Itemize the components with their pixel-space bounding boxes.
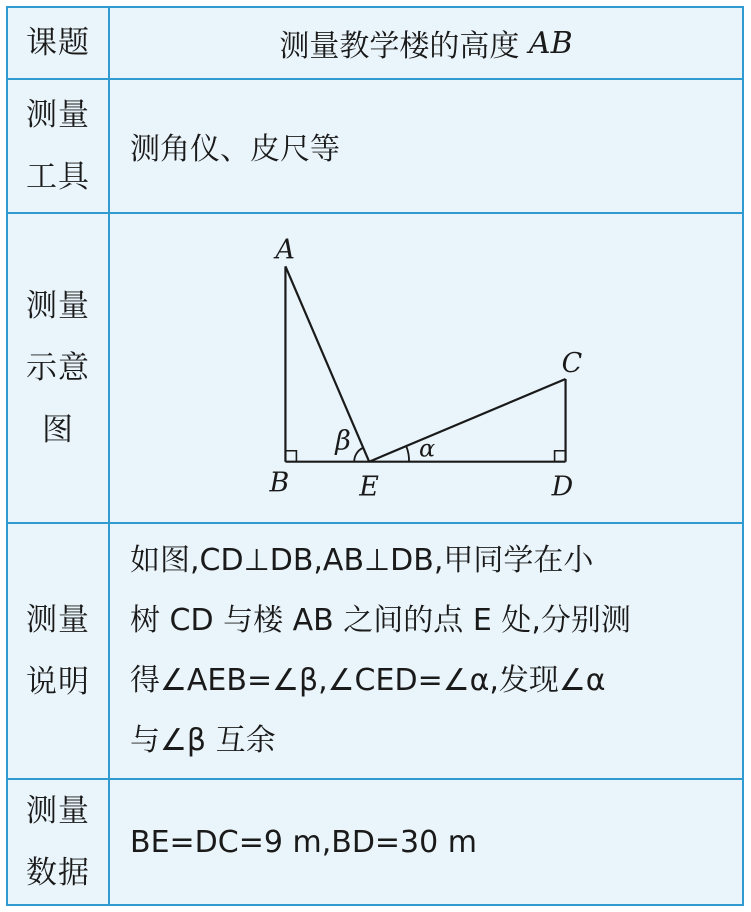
header-label-line: 工具 bbox=[26, 159, 90, 195]
measurement-diagram bbox=[110, 214, 742, 522]
right-angle-d bbox=[555, 451, 566, 462]
header-label-line: 图 bbox=[42, 412, 74, 448]
tools-text: 测角仪、皮尺等 bbox=[130, 132, 340, 167]
description-text bbox=[110, 519, 641, 783]
point-label-d: D bbox=[551, 471, 574, 503]
segment-ec bbox=[369, 379, 565, 462]
header-label-line: 示意 bbox=[26, 350, 90, 386]
point-label-a: A bbox=[275, 234, 295, 266]
content-cell-tools bbox=[110, 80, 742, 212]
table-row-title bbox=[8, 8, 742, 80]
table-row-description bbox=[8, 524, 742, 780]
header-cell-tools bbox=[8, 80, 110, 212]
header-cell-description bbox=[8, 524, 110, 778]
header-label-line: 测量 bbox=[26, 793, 90, 829]
header-label-line: 测量 bbox=[26, 602, 90, 638]
header-label-line: 说明 bbox=[26, 664, 90, 700]
angle-label-alpha: α bbox=[419, 434, 436, 463]
segment-ae bbox=[285, 266, 369, 461]
table-row-data bbox=[8, 780, 742, 904]
header-label-line: 数据 bbox=[26, 855, 90, 891]
title-variable: AB bbox=[528, 25, 573, 61]
header-label-line: 测量 bbox=[26, 97, 90, 133]
content-cell-data bbox=[110, 780, 742, 904]
measurement-table bbox=[6, 6, 744, 906]
header-cell-diagram bbox=[8, 214, 110, 522]
right-angle-b bbox=[285, 451, 296, 462]
header-label-line: 测量 bbox=[26, 288, 90, 324]
header-label: 课题 bbox=[26, 25, 90, 61]
point-label-e: E bbox=[359, 471, 379, 503]
description-line: 与∠β 互余 bbox=[130, 723, 276, 758]
description-line: 如图,CD⊥DB,AB⊥DB,甲同学在小 bbox=[130, 543, 594, 578]
content-cell-description bbox=[110, 524, 742, 778]
description-line: 树 CD 与楼 AB 之间的点 E 处,分别测 bbox=[130, 603, 631, 638]
angle-label-beta: β bbox=[335, 425, 351, 457]
table-row-diagram bbox=[8, 214, 742, 524]
description-line: 得∠AEB=∠β,∠CED=∠α,发现∠α bbox=[130, 663, 606, 698]
data-text: BE=DC=9 m,BD=30 m bbox=[130, 824, 477, 860]
header-cell-data bbox=[8, 780, 110, 904]
title-text: 测量教学楼的高度 bbox=[279, 29, 529, 64]
content-cell-diagram bbox=[110, 214, 742, 522]
point-label-c: C bbox=[561, 347, 583, 379]
point-label-b: B bbox=[269, 467, 290, 499]
table-row-tools bbox=[8, 80, 742, 214]
header-cell-title bbox=[8, 8, 110, 78]
content-cell-title bbox=[110, 8, 742, 78]
angle-arc-alpha bbox=[406, 446, 409, 462]
angle-arc-beta bbox=[354, 448, 363, 462]
